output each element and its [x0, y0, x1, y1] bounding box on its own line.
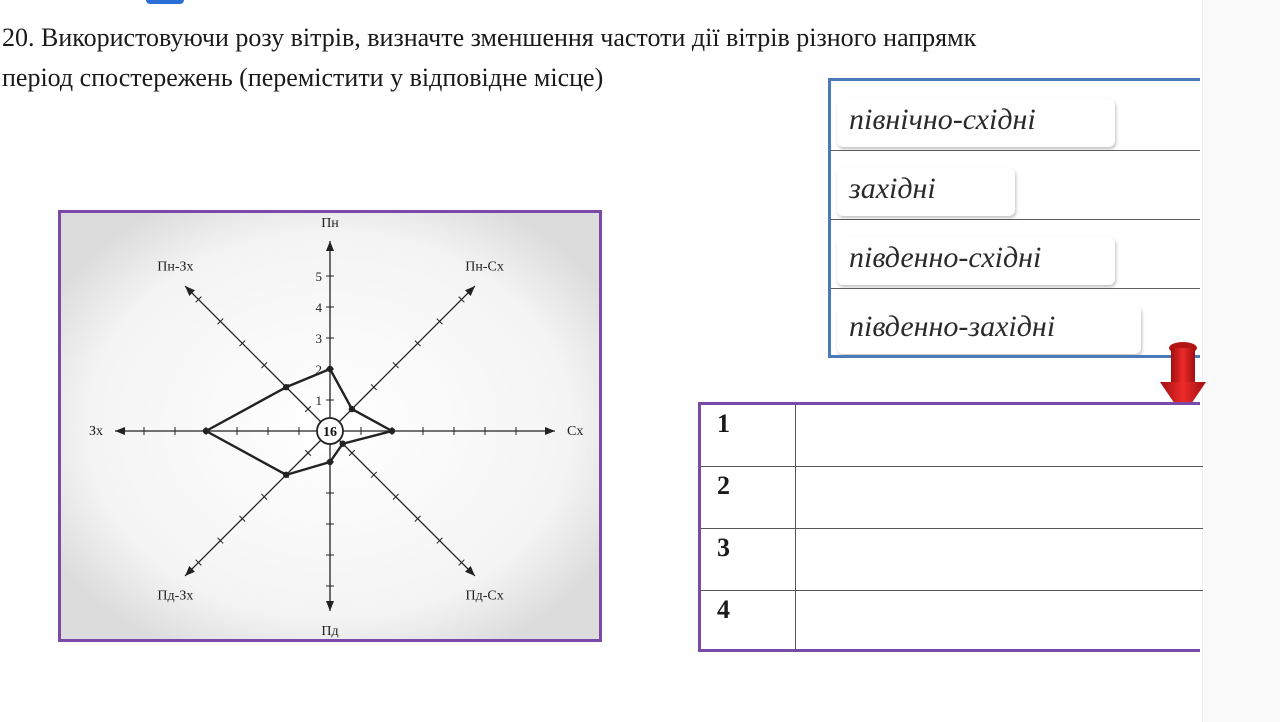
answer-drop-slot-3[interactable] — [797, 529, 1203, 590]
answer-row — [701, 405, 1203, 467]
page-right-margin — [1202, 0, 1280, 722]
axis-tick-label: 1 — [315, 393, 322, 408]
answer-table — [698, 402, 1200, 652]
option-chip-southwest[interactable]: південно-західні — [837, 306, 1141, 354]
rose-point-Пд — [327, 459, 333, 465]
axis-tick-label: 3 — [315, 331, 322, 346]
axis-tick-label: 4 — [315, 300, 322, 315]
rose-point-Пн-Сх — [349, 406, 355, 412]
wind-rose-chart — [61, 213, 599, 639]
rose-point-Пн-Зх — [283, 384, 289, 390]
direction-label: Пн-Сх — [465, 259, 504, 275]
direction-label: Сх — [567, 424, 584, 439]
rose-point-Пд-Сх — [340, 441, 346, 447]
answer-row-number: 4 — [701, 591, 796, 652]
direction-label: Пд-Зх — [157, 588, 194, 604]
question-badge — [146, 0, 184, 4]
option-chip-southeast[interactable]: південно-східні — [837, 237, 1115, 285]
drag-options-box — [828, 78, 1200, 358]
answer-row-number: 2 — [701, 467, 796, 528]
direction-label: Пд-Сх — [465, 588, 504, 604]
answer-row-number: 1 — [701, 405, 796, 466]
axis-tick-label: 2 — [315, 362, 322, 377]
option-row-2 — [831, 150, 1200, 220]
direction-label: Пн — [321, 216, 339, 231]
rose-point-Пд-Зх — [283, 472, 289, 478]
answer-row — [701, 591, 1203, 652]
rose-point-Зх — [203, 428, 209, 434]
answer-drop-slot-1[interactable] — [797, 405, 1203, 466]
option-chip-northeast[interactable]: північно-східні — [837, 99, 1115, 147]
option-chip-west[interactable]: західні — [837, 168, 1015, 216]
answer-row-number: 3 — [701, 529, 796, 590]
calm-value-label: 16 — [323, 425, 337, 440]
answer-drop-slot-2[interactable] — [797, 467, 1203, 528]
option-row-3 — [831, 219, 1200, 289]
option-row-4 — [831, 288, 1200, 357]
rose-point-Сх — [389, 428, 395, 434]
question-line-1: 20. Використовуючи розу вітрів, визначте зменшення частоти дії вітрів різного напрямк — [2, 23, 977, 52]
rose-point-Пн — [327, 366, 333, 372]
axis-tick-label: 5 — [315, 269, 322, 284]
answer-drop-slot-4[interactable] — [797, 591, 1203, 652]
direction-label: Пн-Зх — [157, 259, 194, 275]
answer-row — [701, 467, 1203, 529]
direction-label: Зх — [88, 424, 103, 439]
wind-rose-panel — [58, 210, 602, 642]
option-row-1 — [831, 81, 1200, 151]
question-line-2: період спостережень (перемістити у відповідне місце) — [2, 63, 604, 92]
answer-row — [701, 529, 1203, 591]
direction-label: Пд — [321, 624, 339, 639]
